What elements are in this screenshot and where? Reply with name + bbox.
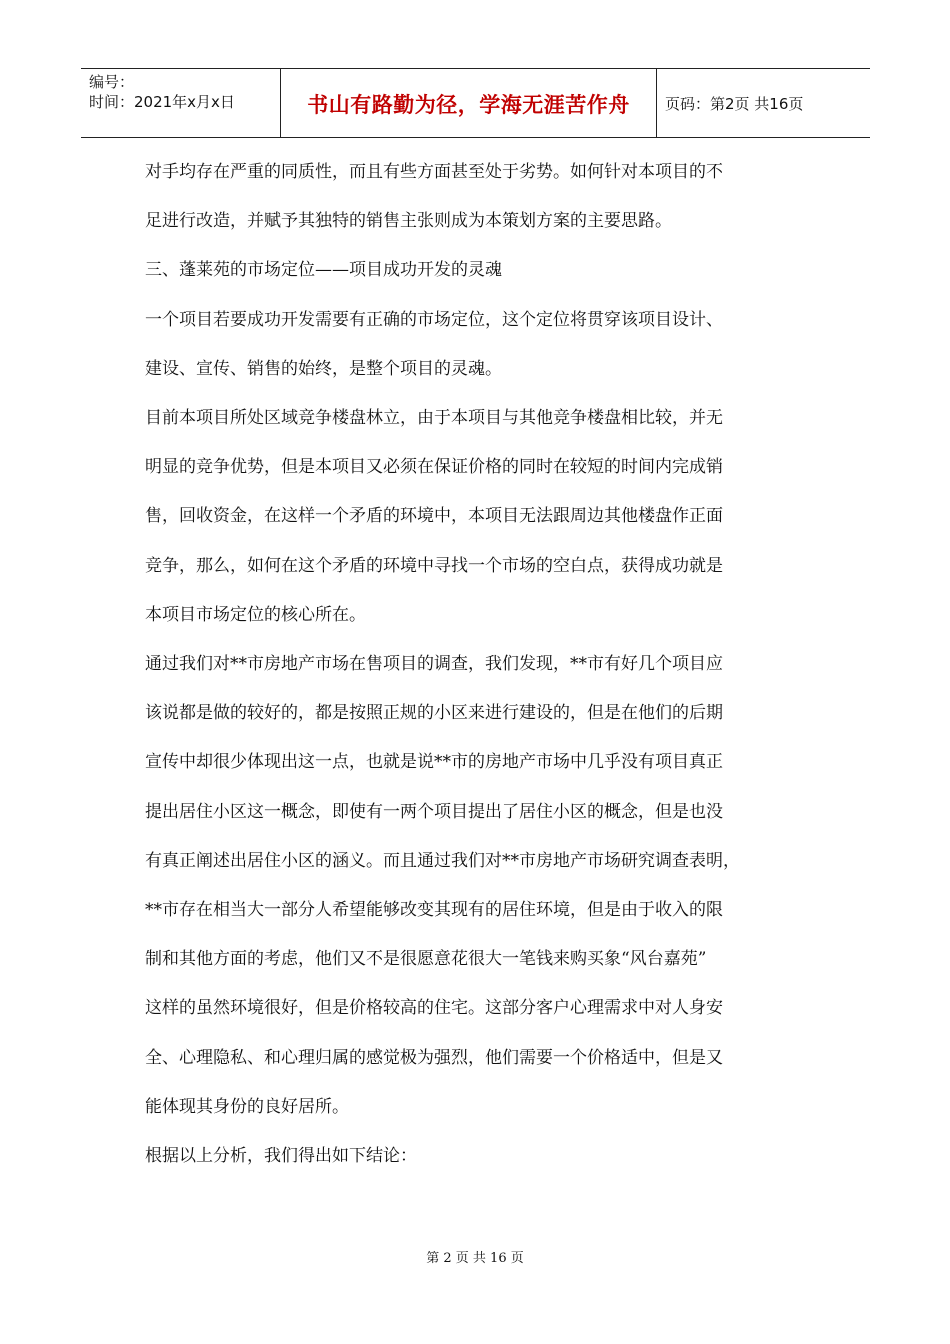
header-motto-cell	[281, 69, 657, 137]
document-number-label: 编号：	[89, 73, 135, 91]
body-line: 一个项目若要成功开发需要有正确的市场定位，这个定位将贯穿该项目设计、	[145, 309, 723, 330]
body-line: 这样的虽然环境很好，但是价格较高的住宅。这部分客户心理需求中对人身安	[145, 998, 723, 1019]
body-line: 明显的竞争优势，但是本项目又必须在保证价格的同时在较短的时间内完成销	[145, 457, 723, 478]
body-line: 根据以上分析，我们得出如下结论：	[145, 1146, 417, 1167]
body-line: 能体现其身份的良好居所。	[145, 1096, 349, 1117]
body-line: 建设、宣传、销售的始终，是整个项目的灵魂。	[145, 358, 502, 379]
body-line: 该说都是做的较好的，都是按照正规的小区来进行建设的，但是在他们的后期	[145, 703, 723, 724]
document-time-label: 时间：2021年x月x日	[89, 93, 235, 111]
body-line: 足进行改造，并赋予其独特的销售主张则成为本策划方案的主要思路。	[145, 211, 672, 232]
document-header	[81, 68, 870, 138]
header-motto: 书山有路勤为径，学海无涯苦作舟	[307, 93, 630, 117]
body-line: 有真正阐述出居住小区的涵义。而且通过我们对**市房地产市场研究调查表明，	[145, 850, 740, 871]
body-line: 宣传中却很少体现出这一点，也就是说**市的房地产市场中几乎没有项目真正	[145, 752, 723, 773]
body-line: 通过我们对**市房地产市场在售项目的调查，我们发现，**市有好几个项目应	[145, 654, 723, 675]
body-line: 售，回收资金，在这样一个矛盾的环境中，本项目无法跟周边其他楼盘作正面	[145, 506, 723, 527]
body-line: 制和其他方面的考虑，他们又不是很愿意花很大一笔钱来购买象“风台嘉苑”	[145, 949, 707, 970]
body-line: 对手均存在严重的同质性，而且有些方面甚至处于劣势。如何针对本项目的不	[145, 162, 723, 182]
document-body	[145, 148, 810, 1181]
header-page-info: 页码：第2页 共16页	[665, 94, 804, 113]
body-line: 提出居住小区这一概念，即使有一两个项目提出了居住小区的概念，但是也没	[145, 801, 723, 822]
section-heading: 三、蓬莱苑的市场定位——项目成功开发的灵魂	[145, 260, 502, 281]
body-line: 目前本项目所处区域竞争楼盘林立，由于本项目与其他竞争楼盘相比较，并无	[145, 408, 723, 429]
body-line: 本项目市场定位的核心所在。	[145, 604, 366, 625]
header-meta-cell	[81, 69, 281, 137]
body-line: 全、心理隐私、和心理归属的感觉极为强烈，他们需要一个价格适中，但是又	[145, 1047, 723, 1068]
body-line: **市存在相当大一部分人希望能够改变其现有的居住环境，但是由于收入的限	[145, 900, 723, 921]
body-line: 竞争，那么，如何在这个矛盾的环境中寻找一个市场的空白点，获得成功就是	[145, 555, 723, 576]
page-footer: 第 2 页 共 16 页	[426, 1251, 524, 1266]
